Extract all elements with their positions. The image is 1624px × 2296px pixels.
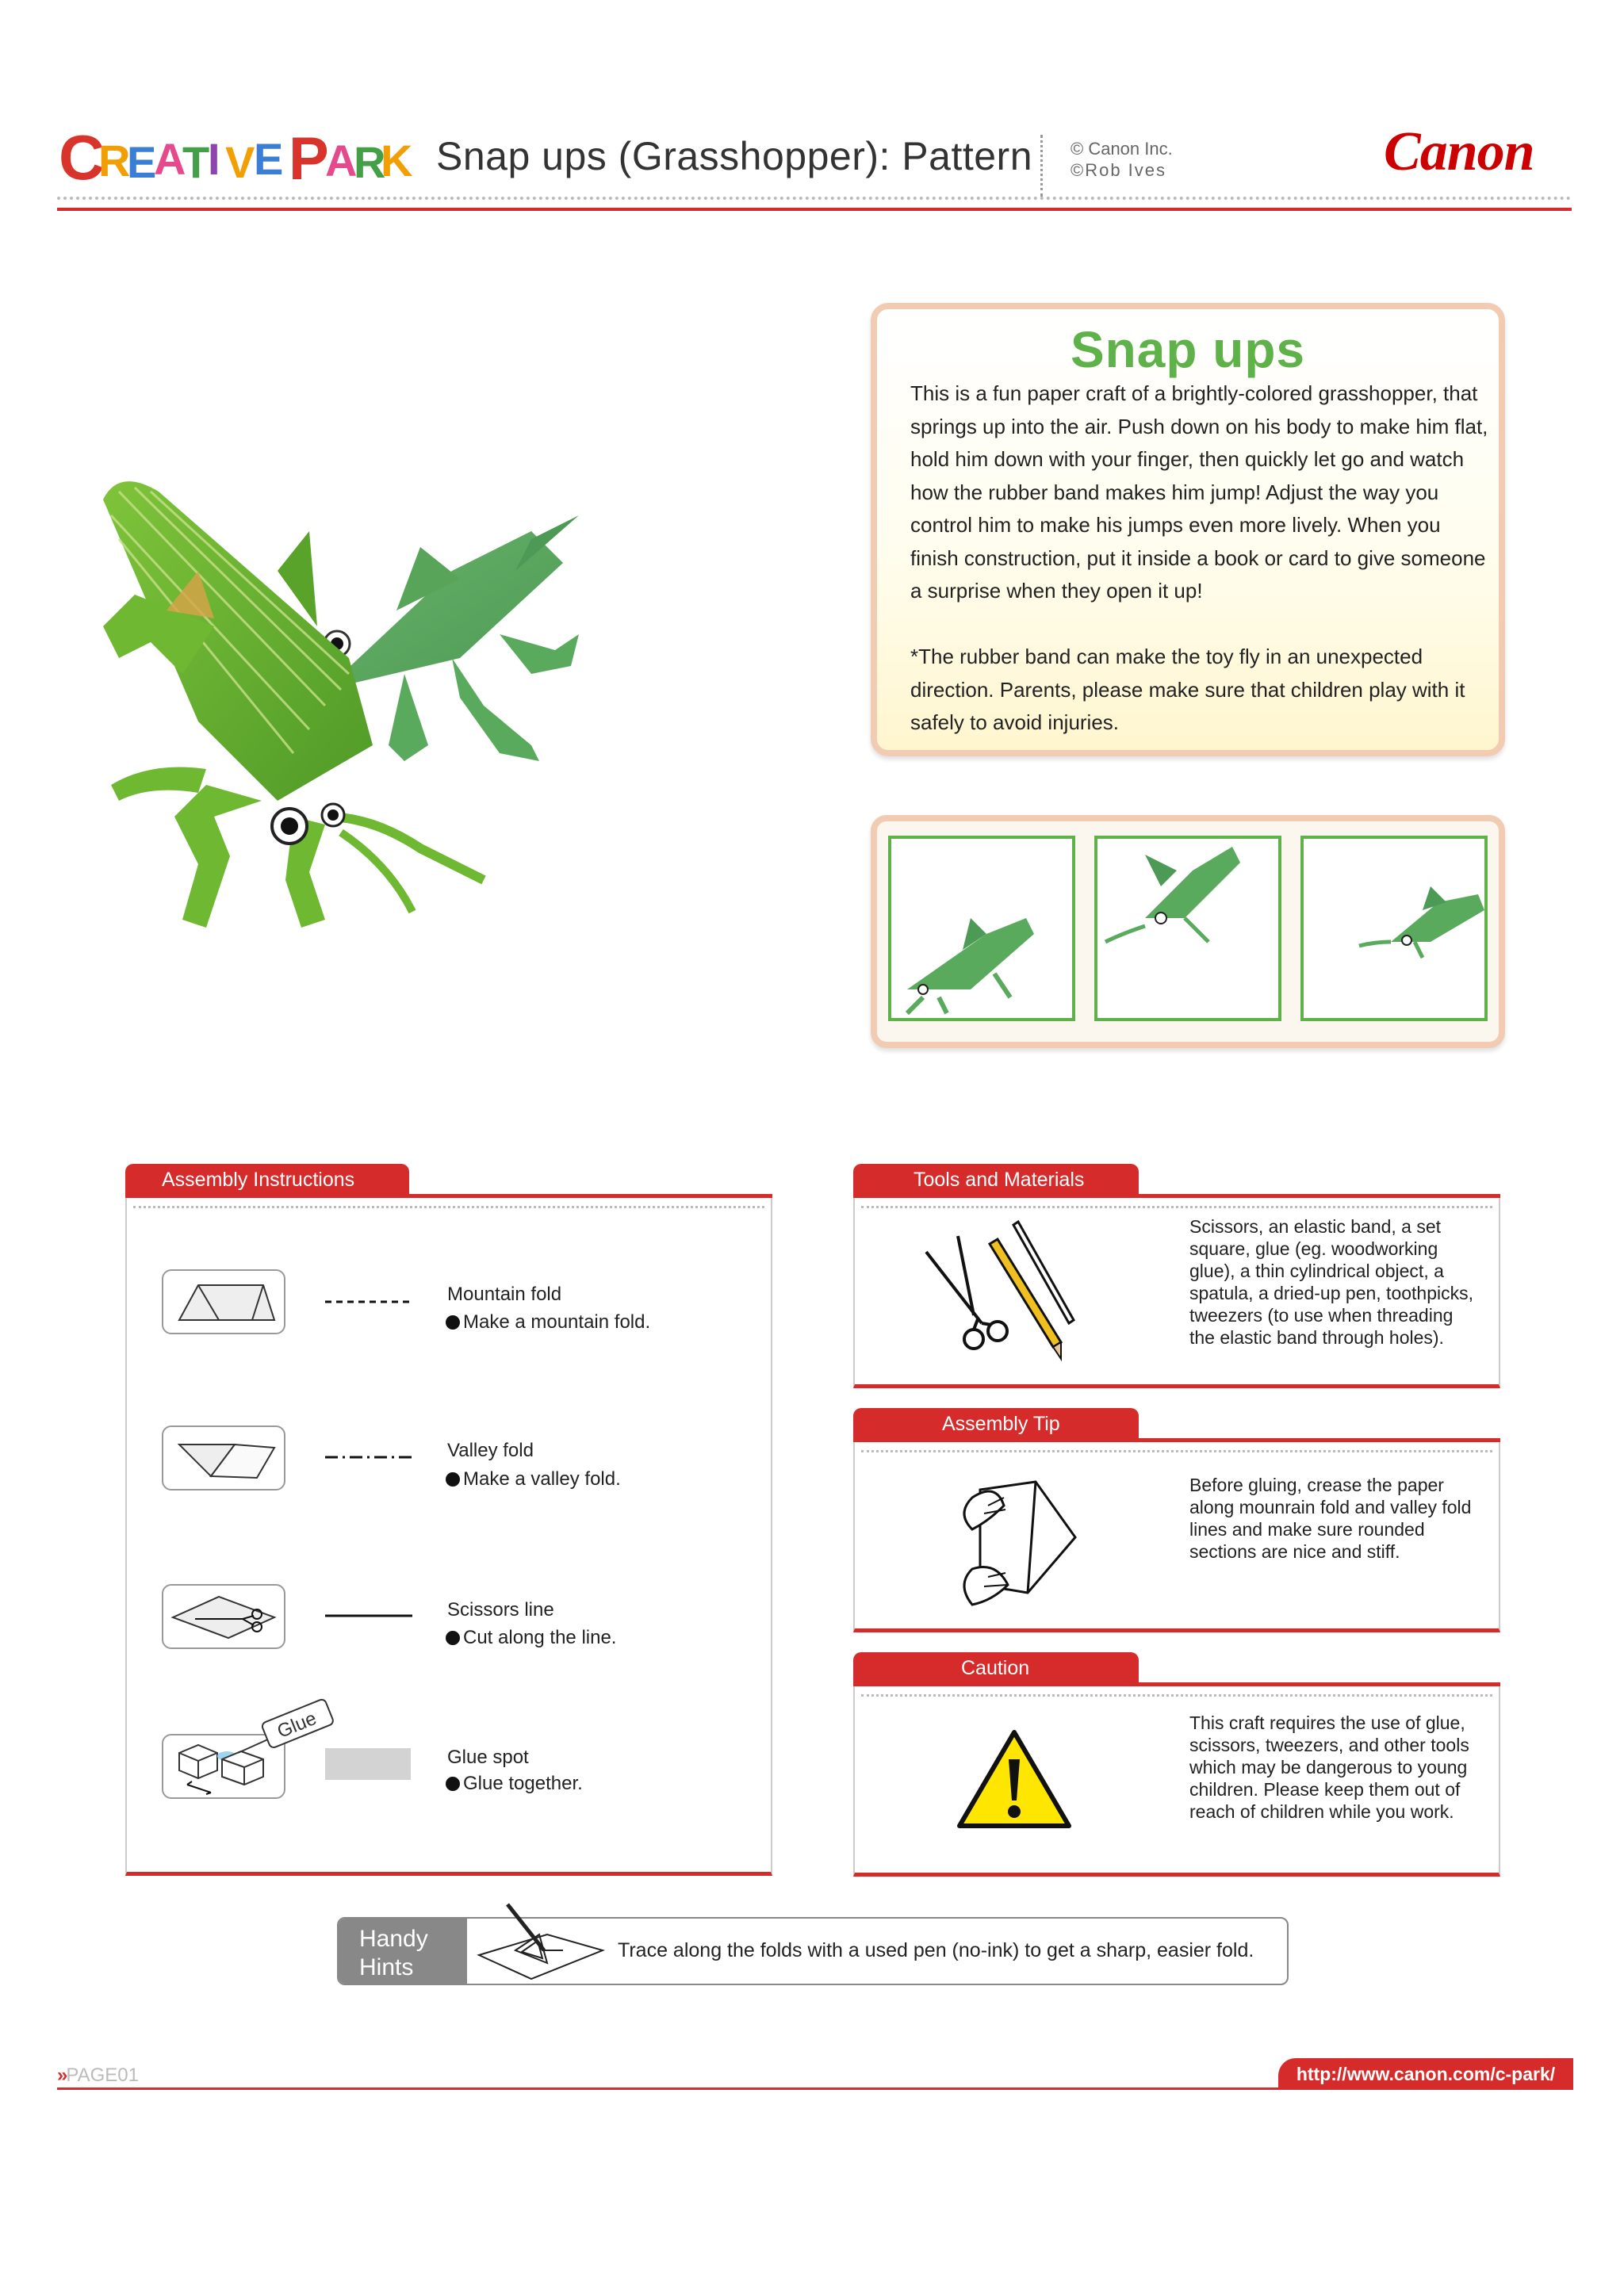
logo-letter: E — [254, 134, 284, 184]
description-title: Snap ups — [1070, 321, 1306, 378]
glue-tag-label: Glue — [274, 1707, 320, 1743]
scissors-line-desc — [446, 1627, 616, 1649]
valley-fold-desc-text: Make a valley fold. — [463, 1468, 621, 1490]
logo-letter: R — [354, 137, 386, 187]
valley-fold-desc — [446, 1468, 621, 1490]
panel-dotted-rule — [861, 1694, 1492, 1697]
glue-spot-desc — [446, 1773, 583, 1795]
mountain-fold-line — [325, 1298, 414, 1306]
description-box — [871, 303, 1505, 756]
assembly-panel — [125, 1198, 772, 1876]
glue-spot-swatch — [325, 1748, 411, 1780]
assembly-heading: Assembly Instructions — [125, 1164, 409, 1196]
copyright — [1071, 138, 1173, 181]
mountain-fold-title: Mountain fold — [447, 1284, 562, 1305]
canon-logo[interactable]: Canon — [1384, 121, 1534, 182]
tools-text: Scissors, an elastic band, a set square, glue (eg. woodworking glue), a thin cylindrical object, a spatula, a dried-up pen, toothpicks, tweezers (to use when threading the elastic band through holes). — [1189, 1216, 1474, 1348]
bullet-icon — [446, 1472, 460, 1487]
page-title: Snap ups (Grasshopper): Pattern — [436, 134, 1032, 178]
glue-spot-title: Glue spot — [447, 1747, 529, 1768]
tools-icon — [918, 1220, 1077, 1363]
header-dotted-rule — [57, 197, 1572, 200]
jump-photo-1 — [888, 836, 1075, 1021]
logo-letter: R — [98, 136, 131, 186]
valley-fold-icon — [162, 1425, 285, 1490]
tip-heading: Assembly Tip — [853, 1408, 1139, 1440]
header-divider — [1040, 135, 1043, 197]
scissors-line-desc-text: Cut along the line. — [463, 1627, 617, 1648]
logo-letter: E — [127, 137, 157, 187]
panel-dotted-rule — [133, 1206, 764, 1208]
crease-hands-icon — [948, 1466, 1083, 1617]
copyright-author: ©Rob Ives — [1071, 160, 1167, 180]
scissors-line — [325, 1612, 414, 1620]
handy-hints-label — [339, 1919, 467, 1984]
logo-letter: V — [225, 137, 255, 187]
bullet-icon — [446, 1315, 460, 1330]
grasshopper-photo — [87, 373, 674, 983]
bullet-icon — [446, 1777, 460, 1791]
grasshopper-photo-icon — [891, 839, 1072, 1018]
hints-label-line2: Hints — [359, 1954, 414, 1980]
grasshopper-photo-icon — [1304, 839, 1484, 1018]
tools-panel — [853, 1198, 1500, 1388]
pen-trace-icon — [476, 1895, 611, 1982]
logo-letter: I — [208, 134, 220, 184]
copyright-canon: © Canon Inc. — [1071, 139, 1173, 159]
jump-sequence-photos — [871, 815, 1505, 1048]
tip-panel — [853, 1442, 1500, 1632]
mountain-fold-icon — [162, 1269, 285, 1334]
logo-letter: T — [182, 137, 210, 187]
panel-dotted-rule — [861, 1206, 1492, 1208]
description-paragraph: This is a fun paper craft of a brightly-colored grasshopper, that springs up into the air. Push down on his body to make him flat, hold him down with your finger, then quickly let go and watch how the rubber band makes him jump! Adjust the way you control him to make his jumps even more lively. When you finish construction, put it inside a book or card to give someone a surprise when they open it up! — [910, 381, 1488, 603]
logo-letter: P — [289, 125, 329, 190]
caution-heading: Caution — [853, 1652, 1139, 1684]
jump-photo-3 — [1300, 836, 1488, 1021]
page-number-text: PAGE01 — [66, 2064, 139, 2086]
glue-tag-icon — [222, 1691, 341, 1755]
logo-letter: C — [59, 122, 105, 190]
bullet-icon — [446, 1631, 460, 1645]
mountain-fold-desc-text: Make a mountain fold. — [463, 1311, 651, 1333]
page-arrows-icon: » — [57, 2064, 67, 2086]
glue-spot-desc-text: Glue together. — [463, 1773, 583, 1794]
jump-photo-2 — [1094, 836, 1281, 1021]
grasshopper-photo-icon — [1097, 839, 1278, 1018]
front-grasshopper — [103, 481, 484, 928]
scissors-line-icon — [162, 1584, 285, 1649]
warning-icon — [955, 1728, 1074, 1831]
mountain-fold-desc — [446, 1311, 650, 1334]
valley-fold-line — [325, 1453, 414, 1461]
logo-letter: A — [154, 134, 186, 184]
creative-park-logo — [57, 119, 414, 190]
tools-heading: Tools and Materials — [853, 1164, 1139, 1196]
tip-text: Before gluing, crease the paper along mounrain fold and valley fold lines and make sure rounded sections are nice and stiff. — [1189, 1475, 1472, 1562]
panel-dotted-rule — [861, 1450, 1492, 1452]
scissors-line-title: Scissors line — [447, 1599, 554, 1621]
logo-letter: A — [325, 136, 358, 186]
handy-hints-text: Trace along the folds with a used pen (no-ink) to get a sharp, easier fold. — [618, 1939, 1254, 1961]
hints-label-line1: Handy — [359, 1926, 428, 1952]
valley-fold-title: Valley fold — [447, 1440, 534, 1461]
caution-text: This craft requires the use of glue, scissors, tweezers, and other tools which may be dangerous to young children. Please keep them out of reach of children while you work. — [1189, 1712, 1469, 1822]
header-red-rule — [57, 208, 1572, 211]
page-number — [57, 2064, 139, 2087]
logo-letter: K — [381, 136, 413, 186]
caution-panel — [853, 1686, 1500, 1877]
safety-note: *The rubber band can make the toy fly in an unexpected direction. Parents, please make sure that children play with it safely to avoid injuries. — [910, 645, 1465, 734]
site-link[interactable]: http://www.canon.com/c-park/ — [1278, 2058, 1573, 2090]
